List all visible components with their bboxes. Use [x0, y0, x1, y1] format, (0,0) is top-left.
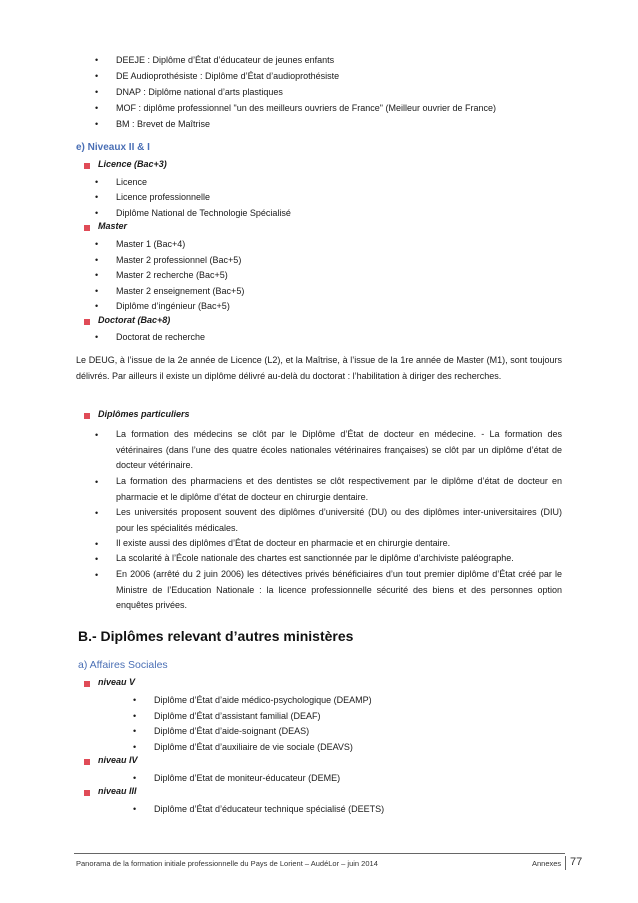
square-bullet-icon: [84, 413, 90, 419]
bullet: •: [95, 570, 99, 580]
bullet: •: [95, 87, 99, 97]
list-item: Doctorat de recherche: [116, 332, 206, 342]
subheading: Licence (Bac+3): [98, 159, 167, 169]
bullet: •: [95, 103, 99, 113]
list-item: Master 1 (Bac+4): [116, 239, 186, 249]
list-item: Diplôme d’Etat de moniteur-éducateur (DEME): [154, 773, 341, 783]
list-item: Diplôme d’État d’éducateur technique spécialisé (DEETS): [154, 804, 385, 814]
square-bullet-icon: [84, 759, 90, 765]
list-item: DE Audioprothésiste : Diplôme d’État d’audioprothésiste: [116, 71, 340, 81]
list-item: BM : Brevet de Maîtrise: [116, 119, 211, 129]
bullet: •: [95, 286, 99, 296]
subheading: Diplômes particuliers: [98, 409, 190, 419]
bullet: •: [95, 55, 99, 65]
list-item: Diplôme d’État d’aide médico-psychologique (DEAMP): [154, 695, 372, 705]
footer-separator: [565, 856, 566, 870]
bullet: •: [133, 726, 137, 736]
list-item: Master 2 recherche (Bac+5): [116, 270, 228, 280]
bullet: •: [133, 742, 137, 752]
bullet: •: [95, 239, 99, 249]
subsection-heading: a) Affaires Sociales: [78, 659, 168, 671]
footer-annexes: Annexes: [532, 859, 562, 868]
page-number: 77: [570, 856, 583, 868]
list-item: La formation des pharmaciens et des dentistes se clôt respectivement par le diplôme d’état de docteur en pharmacie et le diplôme d’état de docteur en chirurgie dentaire.: [116, 476, 562, 502]
list-item: En 2006 (arrêté du 2 juin 2006) les détectives privés bénéficiaires d’un tout premier diplôme d’État créé par le Ministre de l’Education Nationale : la licence professionnelle sécurité des biens et des personnes option enquêtes privées.: [116, 569, 562, 610]
list-item: Diplôme d’État d’aide-soignant (DEAS): [154, 726, 310, 736]
list-item: Diplôme d’État d’assistant familial (DEAF): [154, 711, 321, 721]
square-bullet-icon: [84, 319, 90, 325]
bullet: •: [95, 301, 99, 311]
bullet: •: [95, 192, 99, 202]
paragraph: Le DEUG, à l’issue de la 2e année de Licence (L2), et la Maîtrise, à l’issue de la 1re année de Master (M1), sont toujours délivrés. Par ailleurs il existe un diplôme délivré au-delà du doctorat : l’habilitation à diriger des recherches.: [76, 355, 562, 381]
list-item: DNAP : Diplôme national d’arts plastiques: [116, 87, 283, 97]
list-item: La formation des médecins se clôt par le Diplôme d’État de docteur en médecine. - La formation des vétérinaires (dans l’une des quatre écoles nationales vétérinaires françaises) se clôt par un diplôme d’état de docteur vétérinaire.: [116, 429, 562, 470]
bullet: •: [95, 208, 99, 218]
bullet: •: [133, 711, 137, 721]
list-item: Diplôme d’ingénieur (Bac+5): [116, 301, 230, 311]
bullet: •: [133, 695, 137, 705]
bullet: •: [95, 177, 99, 187]
section-heading: e) Niveaux II & I: [76, 142, 150, 153]
bullet: •: [95, 508, 99, 518]
bullet: •: [133, 804, 137, 814]
list-item: Diplôme d’État d’auxiliaire de vie sociale (DEAVS): [154, 742, 353, 752]
bullet: •: [95, 270, 99, 280]
list-item: Il existe aussi des diplômes d’État de docteur en pharmacie et en chirurgie dentaire.: [116, 538, 451, 548]
bullet: •: [95, 477, 99, 487]
bullet: •: [95, 539, 99, 549]
square-bullet-icon: [84, 225, 90, 231]
subheading: niveau III: [98, 786, 137, 796]
list-item: Licence professionnelle: [116, 192, 211, 202]
footer-rule: [74, 853, 565, 854]
list-item: Master 2 professionnel (Bac+5): [116, 255, 242, 265]
bullet: •: [95, 71, 99, 81]
subheading: Master: [98, 221, 128, 231]
bullet: •: [95, 119, 99, 129]
bullet: •: [95, 554, 99, 564]
list-item: Master 2 enseignement (Bac+5): [116, 286, 245, 296]
square-bullet-icon: [84, 681, 90, 687]
bullet: •: [95, 255, 99, 265]
list-item: Diplôme National de Technologie Spécialisé: [116, 208, 291, 218]
list-item: Les universités proposent souvent des diplômes d’université (DU) ou des diplômes inter-universitaires (DIU) pour les spécialités médicales.: [116, 507, 562, 533]
subheading: niveau IV: [98, 755, 138, 765]
square-bullet-icon: [84, 790, 90, 796]
square-bullet-icon: [84, 163, 90, 169]
bullet: •: [95, 430, 99, 440]
footer-text: Panorama de la formation initiale professionnelle du Pays de Lorient – AudéLor – juin 2014: [76, 859, 378, 868]
section-title: B.- Diplômes relevant d’autres ministères: [78, 628, 354, 644]
list-item: DEEJE : Diplôme d’État d’éducateur de jeunes enfants: [116, 55, 335, 65]
list-item: Licence: [116, 177, 148, 187]
bullet: •: [95, 332, 99, 342]
bullet: •: [133, 773, 137, 783]
subheading: Doctorat (Bac+8): [98, 315, 171, 325]
subheading: niveau V: [98, 677, 136, 687]
list-item: MOF : diplôme professionnel "un des meilleurs ouvriers de France" (Meilleur ouvrier de France): [116, 103, 497, 113]
list-item: La scolarité à l’École nationale des chartes est sanctionnée par le diplôme d’archiviste paléographe.: [116, 553, 514, 563]
